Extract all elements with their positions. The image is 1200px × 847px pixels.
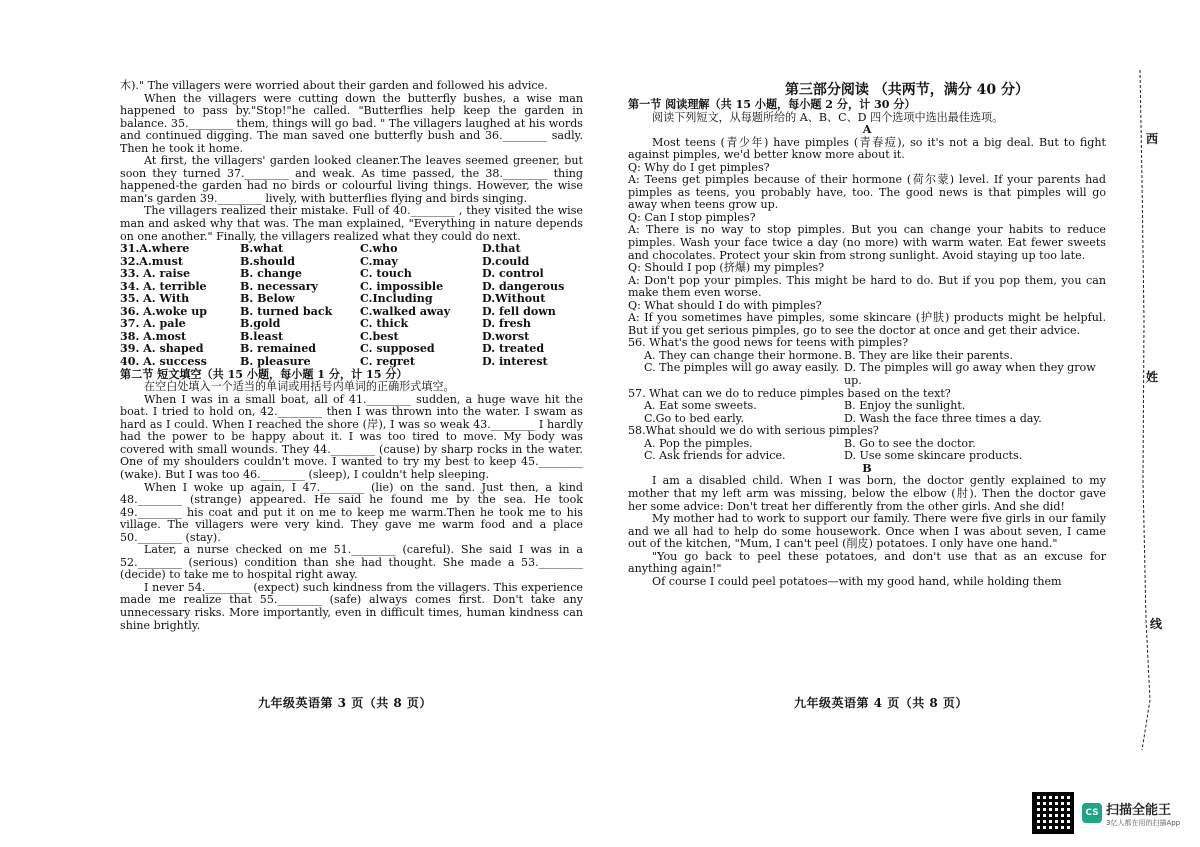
section-instructions: 在空白处填入一个适当的单词或用括号内单词的正确形式填空。 — [144, 380, 455, 394]
paragraph: When the villagers were cutting down the butterfly bushes, a wise man happened to pass by."Stop!"he called. "Butterflies help keep the garden in balance. 35.________ them, things will go bad. " The villagers laughed at his words and continued digging. The man saved one butterfly bush and 36.________ sadly. Then he took it home. — [120, 91, 583, 155]
passage-label: B — [862, 461, 872, 475]
option-b: B. Enjoy the sunlight. — [844, 399, 966, 413]
option-a: A. Eat some sweets. — [644, 399, 757, 413]
option-d: D. dangerous — [482, 279, 565, 293]
right-page — [628, 82, 1106, 588]
option-a: 35. A. With — [120, 292, 190, 306]
scanner-brand-name: 扫描全能王 — [1106, 802, 1172, 818]
qa-line: A: If you sometimes have pimples, some skincare (护肤) products might be helpful. But if you get serious pimples, go to see the doctor at once and get their advice. — [628, 311, 1106, 337]
option-row — [120, 268, 583, 281]
option-c: C. touch — [360, 267, 412, 281]
option-d: D.that — [482, 242, 521, 256]
scanner-brand-tagline: 3亿人都在用的扫描App — [1106, 818, 1181, 827]
section-instructions: 阅读下列短文，从每题所给的 A、B、C、D 四个选项中选出最佳选项。 — [652, 110, 1004, 124]
binding-margin-line — [1132, 60, 1172, 760]
qa-line: A: Don't pop your pimples. This might be hard to do. But if you pop them, you can make them even worse. — [628, 273, 1106, 300]
paragraph: "You go back to peel these potatoes, and don't use that as an excuse for anything again!" — [628, 549, 1106, 576]
paragraph: At first, the villagers' garden looked cleaner.The leaves seemed greener, but soon they turned 37.________ and weak. As time passed, the 38.________ thing happened-the garden had no birds or colourful living things. However, the wise man's garden 39.________ lively, with butterflies flying and birds singing. — [120, 154, 583, 205]
option-a: 33. A. raise — [120, 267, 191, 281]
option-c: C. thick — [360, 317, 409, 331]
paragraph: Of course I could peel potatoes—with my good hand, while holding them — [652, 574, 1062, 588]
option-b: B. They are like their parents. — [844, 348, 1013, 362]
option-b: B. necessary — [240, 279, 319, 293]
option-row — [120, 356, 583, 369]
option-a: 40. A. success — [120, 355, 207, 369]
paragraph: Most teens (青少年) have pimples (青春痘), so it's not a big deal. But to fight against pimples, we'd better know more about it. — [628, 135, 1106, 162]
option-d: D. Use some skincare products. — [844, 449, 1023, 463]
paragraph: 木)." The villagers were worried about their garden and followed his advice. — [120, 79, 548, 92]
option-a: 38. A.most — [120, 329, 187, 343]
option-c: C. supposed — [360, 342, 435, 356]
option-b: B.what — [240, 242, 284, 256]
section-title: 第一节 阅读理解（共 15 小题，每小题 2 分，计 30 分） — [628, 98, 916, 111]
option-c: C.may — [360, 254, 398, 268]
paragraph: I never 54.________ (expect) such kindness from the villagers. This experience made me realize that 55.________ (safe) always comes first. Don't take any unnecessary risks. More importantly, even in difficult times, human kindness can shine brightly. — [120, 580, 583, 632]
margin-char: 姓 — [1146, 370, 1159, 384]
option-c: C.walked away — [360, 304, 451, 318]
option-a: 34. A. terrible — [120, 279, 207, 293]
option-c: C. Ask friends for advice. — [644, 449, 786, 463]
section-title: 第二节 短文填空（共 15 小题，每小题 1 分，计 15 分） — [120, 367, 408, 381]
paragraph: When I woke up again, I 47.________ (lie) on the sand. Just then, a kind 48.________ (strange) appeared. He said he found me by the sea. He took 49.________ his coat and put it on me to keep me warm.Then he took me to his village. The villagers were very kind. They gave me warm food and a place 50.________ (stay). — [120, 480, 583, 544]
option-row — [120, 293, 583, 306]
paragraph: I am a disabled child. When I was born, the doctor gently explained to my mother that my left arm was missing, below the elbow (肘). Then the doctor gave her some advice: Don't treat her differently from the other girls. And she did! — [628, 474, 1106, 513]
paragraph: Later, a nurse checked on me 51.________ (careful). She said I was in a 52.________ (serious) condition than she had thought. She made a 53.________ (decide) to take me to hospital right away. — [120, 543, 583, 582]
option-c: C.Go to bed early. — [644, 411, 744, 425]
option-c: C. regret — [360, 355, 416, 369]
margin-char: 西 — [1146, 132, 1159, 146]
option-a: A. They can change their hormone. — [644, 348, 842, 362]
option-d: D. Wash the face three times a day. — [844, 411, 1042, 425]
qa-line: Q: Can I stop pimples? — [628, 210, 756, 224]
option-row — [628, 400, 1106, 413]
option-b: B. Below — [240, 292, 295, 306]
option-b: B. Go to see the doctor. — [844, 436, 976, 450]
option-a: A. Pop the pimples. — [644, 436, 753, 450]
question: 57. What can we do to reduce pimples based on the text? — [628, 386, 951, 400]
option-b: B.least — [240, 329, 284, 343]
part-title: 第三部分阅读 （共两节，满分 40 分） — [784, 82, 1030, 98]
option-a: 39. A. shaped — [120, 342, 204, 356]
option-d: D. fell down — [482, 304, 556, 318]
scanner-watermark — [1032, 792, 1180, 834]
question: 56. What's the good news for teens with pimples? — [628, 336, 909, 350]
paragraph: My mother had to work to support our family. There were five girls in our family and we all had to help do some housework. Once when I was about seven, I came out of the kitchen, "Mum, I can't peel (削皮) potatoes. I only have one hand." — [628, 512, 1106, 551]
paragraph: The villagers realized their mistake. Full of 40.________ , they visited the wise man and asked why that was. The man explained, "Everything in nature depends on one another." Finally, the villagers realized what they could do next. — [120, 204, 583, 243]
option-d: D.could — [482, 254, 530, 268]
option-b: B.should — [240, 254, 295, 268]
option-c: C. The pimples will go away easily. — [644, 361, 840, 375]
passage-label: A — [862, 123, 872, 137]
option-b: B. turned back — [240, 304, 333, 318]
option-d: D.worst — [482, 329, 530, 343]
option-d: D.Without — [482, 292, 546, 306]
paragraph: When I was in a small boat, all of 41.________ sudden, a huge wave hit the boat. I tried to hold on, 42.________ then I was thrown into the water. I swam as hard as I could. When I reached the shore (岸), I was so weak 43.________ I hardly had the power to be happy about it. I was too tired to move. My body was covered with small wounds. They 44.________ (cause) by sharp rocks in the water. One of my shoulders couldn't move. I wanted to try my best to keep 45.________ (wake). But I was too 46.________ (sleep), I couldn't help sleeping. — [120, 392, 583, 481]
qa-line: Q: Why do I get pimples? — [628, 160, 770, 174]
options-table — [120, 243, 583, 368]
option-d: D. interest — [482, 355, 548, 369]
option-d: D. control — [482, 267, 544, 281]
option-d: D. fresh — [482, 317, 531, 331]
option-d: D. The pimples will go away when they grow up. — [844, 361, 1096, 388]
option-b: B. change — [240, 267, 302, 281]
option-a: 37. A. pale — [120, 317, 186, 331]
page-footer: 九年级英语第 4 页（共 8 页） — [794, 696, 968, 710]
option-row — [628, 450, 1106, 463]
qa-line: Q: Should I pop (挤爆) my pimples? — [628, 261, 825, 275]
option-d: D. treated — [482, 342, 545, 356]
left-page — [120, 80, 583, 632]
option-a: 32.A.must — [120, 254, 183, 268]
option-c: C.Including — [360, 292, 433, 306]
option-row — [120, 243, 583, 256]
camscanner-logo-icon: CS — [1082, 803, 1102, 823]
qr-code-icon — [1032, 792, 1074, 834]
option-b: B. pleasure — [240, 355, 311, 369]
option-c: C.who — [360, 242, 398, 256]
option-a: 36. A.woke up — [120, 304, 208, 318]
option-a: 31.A.where — [120, 242, 190, 256]
margin-char: 线 — [1150, 617, 1163, 631]
option-b: B. remained — [240, 342, 317, 356]
qa-line: Q: What should I do with pimples? — [628, 298, 822, 312]
option-row — [628, 362, 1106, 387]
qa-line: A: Teens get pimples because of their hormone (荷尔蒙) level. If your parents had pimples as teens, you probably have, too. The good news is that pimples will go away when teens grow up. — [628, 173, 1106, 212]
scanner-brand — [1106, 799, 1180, 828]
option-b: B.gold — [240, 317, 281, 331]
qa-line: A: There is no way to stop pimples. But you can change your habits to reduce pimples. Wash your face twice a day (no more) with warm water. Eat fewer sweets and chocolates. Protect your skin from strong sunlight. Avoid staying up too late. — [628, 223, 1106, 262]
page-footer: 九年级英语第 3 页（共 8 页） — [258, 696, 432, 710]
option-c: C. impossible — [360, 279, 444, 293]
option-c: C.best — [360, 329, 399, 343]
question: 58.What should we do with serious pimples? — [628, 424, 879, 438]
